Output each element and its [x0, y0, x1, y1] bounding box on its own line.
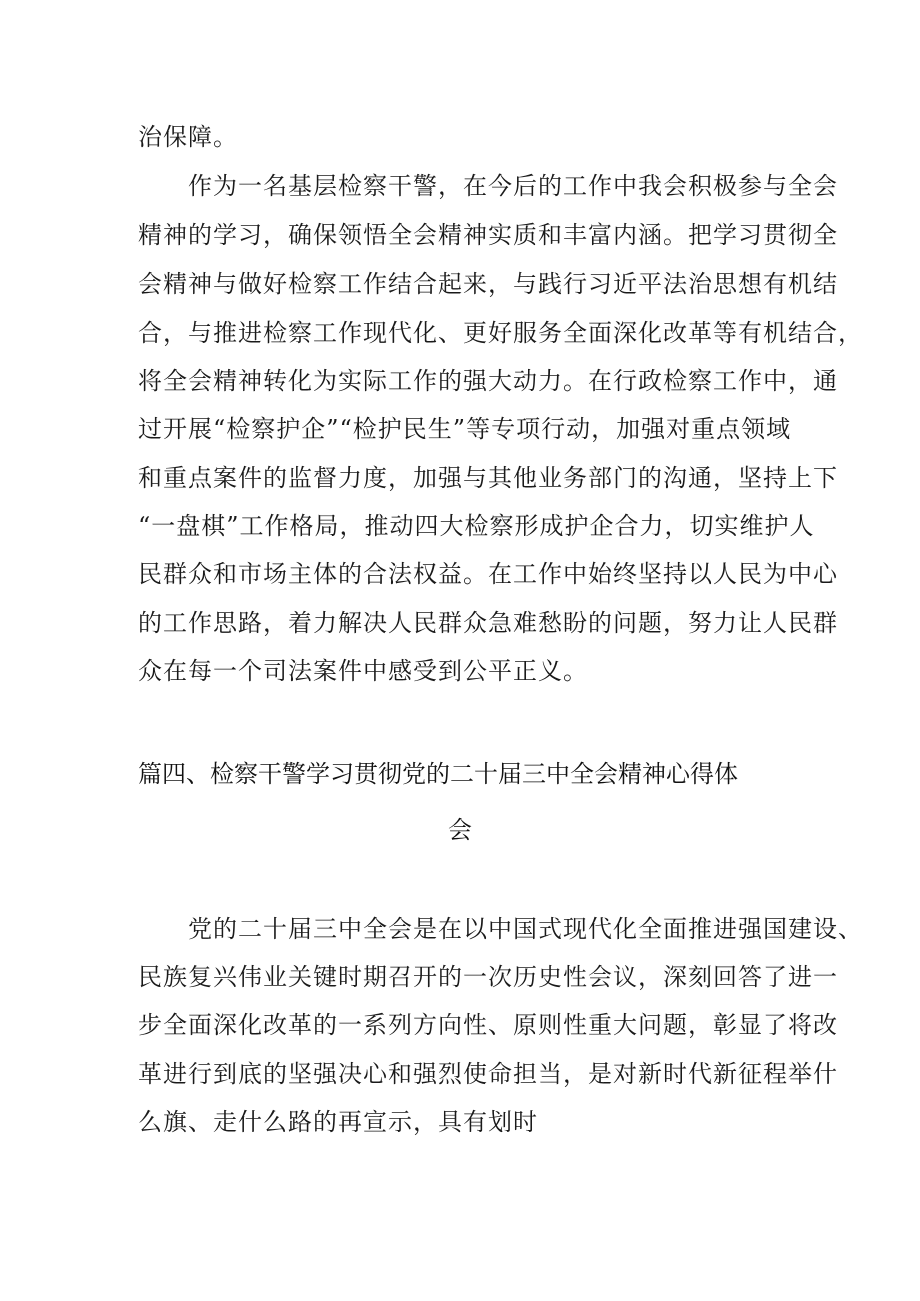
paragraph-line: 合，与推进检察工作现代化、更好服务全面深化改革等有机结合，: [138, 319, 863, 347]
paragraph-line: 革进行到底的坚强决心和强烈使命担当，是对新时代新征程举什: [138, 1060, 838, 1088]
section-heading-continuation: 会: [448, 816, 472, 844]
paragraph-line: 民群众和市场主体的合法权益。在工作中始终坚持以人民为中心: [138, 560, 838, 588]
paragraph-line: 众在每一个司法案件中感受到公平正义。: [138, 657, 588, 685]
paragraph-line: 过开展“检察护企”“检护民生”等专项行动，加强对重点领域: [138, 415, 792, 443]
paragraph-line: 将全会精神转化为实际工作的强大动力。在行政检察工作中，通: [138, 367, 838, 395]
paragraph-line: 作为一名基层检察干警，在今后的工作中我会积极参与全会: [188, 172, 838, 200]
paragraph-line: 治保障。: [138, 123, 238, 151]
paragraph-line: 么旗、走什么路的再宣示，具有划时: [138, 1108, 538, 1136]
paragraph-line: 精神的学习，确保领悟全会精神实质和丰富内涵。把学习贯彻全: [138, 221, 838, 249]
paragraph-line: 步全面深化改革的一系列方向性、原则性重大问题，彰显了将改: [138, 1011, 838, 1039]
section-heading: 篇四、检察干警学习贯彻党的二十届三中全会精神心得体: [138, 760, 738, 788]
paragraph-line: 会精神与做好检察工作结合起来，与践行习近平法治思想有机结: [138, 270, 838, 298]
paragraph-line: 的工作思路，着力解决人民群众急难愁盼的问题，努力让人民群: [138, 609, 838, 637]
paragraph-line: 和重点案件的监督力度，加强与其他业务部门的沟通，坚持上下: [138, 464, 838, 492]
paragraph-line: “一盘棋”工作格局，推动四大检察形成护企合力，切实维护人: [138, 512, 815, 540]
paragraph-line: 党的二十届三中全会是在以中国式现代化全面推进强国建设、: [188, 915, 863, 943]
paragraph-line: 民族复兴伟业关键时期召开的一次历史性会议，深刻回答了进一: [138, 963, 838, 991]
